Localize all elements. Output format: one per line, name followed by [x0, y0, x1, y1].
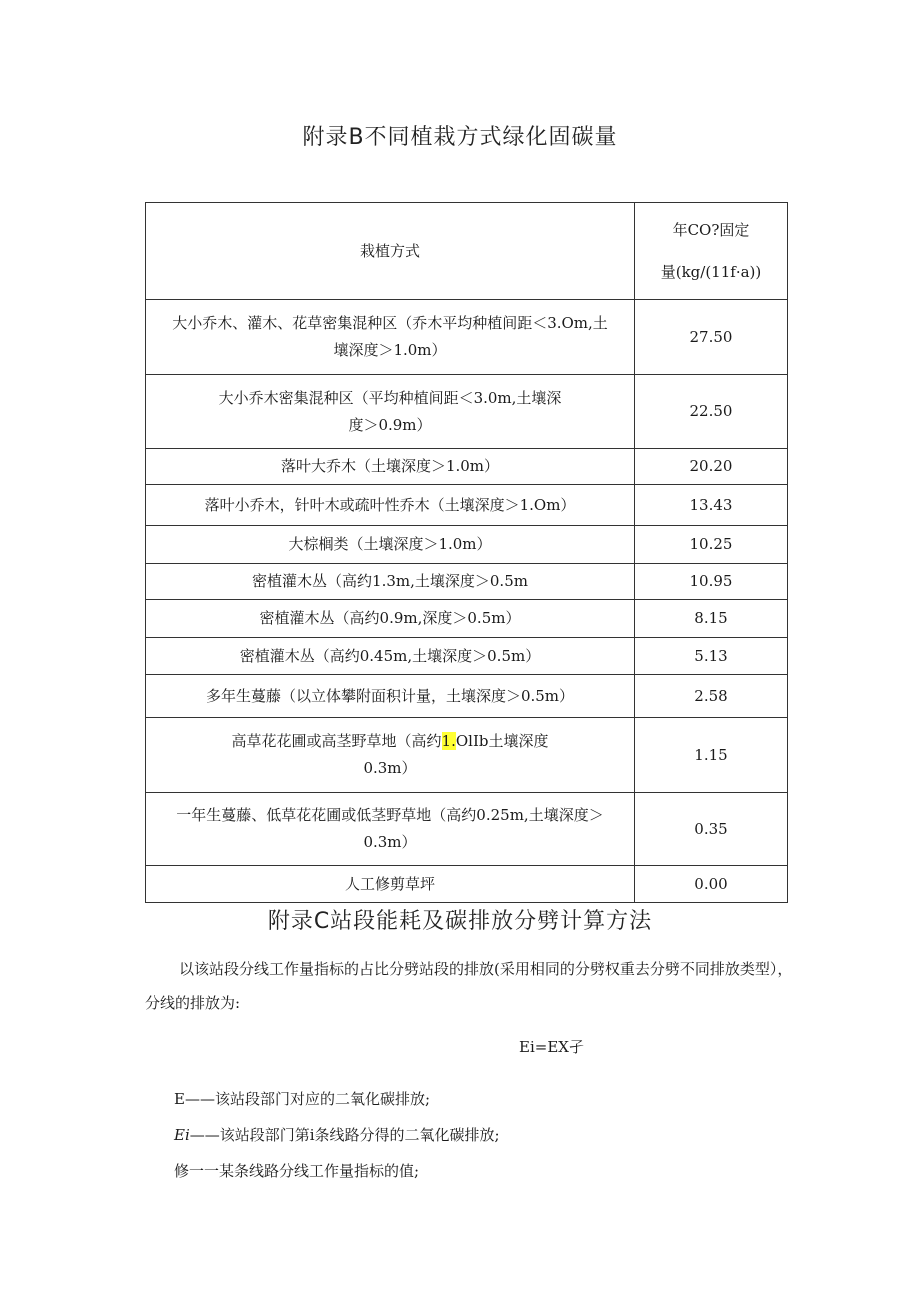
method-cell: 落叶大乔木（土壤深度＞1.0m）: [146, 449, 635, 485]
definition-symbol: 修: [174, 1162, 190, 1180]
value-cell: 1.15: [635, 718, 788, 793]
method-text: 大小乔木密集混种区（平均种植间距＜3.0m,土壤深: [218, 388, 562, 407]
method-text: 一年生蔓藤、低草花花圃或低茎野草地（高约0.25m,土壤深度＞: [176, 806, 604, 824]
table-row: [146, 564, 788, 600]
formula: Ei=EX孑: [519, 1038, 584, 1056]
method-text: [150, 728, 630, 755]
method-cell: 人工修剪草坪: [146, 866, 635, 903]
method-cell: [146, 793, 635, 866]
header-value-line1: 年CO?固定: [672, 221, 750, 239]
table-row: [146, 449, 788, 485]
value-cell: 2.58: [635, 675, 788, 718]
table-row: [146, 600, 788, 638]
value-cell: 10.25: [635, 526, 788, 564]
table-row: [146, 638, 788, 675]
value-cell: 20.20: [635, 449, 788, 485]
definition-ei: [174, 1124, 500, 1145]
table-row: [146, 375, 788, 449]
value-cell: 22.50: [635, 375, 788, 449]
table-row: [146, 718, 788, 793]
method-text-part: 高草花花圃或高茎野草地（高约: [231, 732, 442, 750]
definition-text: ——该站段部门对应的二氧化碳排放;: [184, 1090, 431, 1108]
method-cell: 密植灌木丛（高约0.9m,深度＞0.5m）: [146, 600, 635, 638]
method-text: 0.3m）: [363, 759, 417, 777]
definition-symbol: Ei: [174, 1126, 190, 1144]
carbon-fixation-table: [145, 202, 788, 903]
definition-text: 一一某条线路分线工作量指标的值;: [189, 1162, 420, 1180]
header-value-line2: 量(kg/(11f·a)): [660, 263, 762, 281]
table-header-row: [146, 203, 788, 300]
value-cell: 0.35: [635, 793, 788, 866]
table-row: [146, 793, 788, 866]
method-text-part: OlIb土壤深度: [455, 732, 549, 750]
value-cell: 0.00: [635, 866, 788, 903]
method-cell: 落叶小乔木，针叶木或疏叶性乔木（土壤深度＞1.Om）: [146, 485, 635, 526]
table-row: [146, 866, 788, 903]
method-text: 0.3m）: [363, 833, 417, 851]
definition-xi: [174, 1160, 419, 1181]
method-cell: [146, 718, 635, 793]
method-cell: 密植灌木丛（高约0.45m,土壤深度＞0.5m）: [146, 638, 635, 675]
method-text: 大小乔木、灌木、花草密集混种区（乔木平均种植间距＜3.Om,土: [172, 314, 608, 332]
value-cell: 10.95: [635, 564, 788, 600]
method-cell: 密植灌木丛（高约1.3m,土壤深度＞0.5m: [146, 564, 635, 600]
appendix-b-title: 附录B不同植栽方式绿化固碳量: [302, 125, 618, 150]
method-cell: [146, 300, 635, 375]
method-paragraph: 以该站段分线工作量指标的占比分劈站段的排放(采用相同的分劈权重去分劈不同排放类型），分线的排放为:: [145, 960, 793, 1012]
method-text: 度＞0.9m）: [348, 415, 432, 434]
definition-text: ——该站段部门第i条线路分得的二氧化碳排放;: [189, 1126, 500, 1144]
value-cell: 13.43: [635, 485, 788, 526]
table-row: [146, 675, 788, 718]
definition-e: [174, 1088, 430, 1109]
table-row: [146, 526, 788, 564]
table-row: [146, 300, 788, 375]
header-method: 栽植方式: [146, 203, 635, 300]
method-text: 壤深度＞1.0m）: [333, 341, 447, 359]
highlighted-text: 1.: [441, 732, 456, 750]
method-cell: [146, 375, 635, 449]
method-cell: 大棕榈类（土壤深度＞1.0m）: [146, 526, 635, 564]
method-cell: 多年生蔓藤（以立体攀附面积计量，土壤深度＞0.5m）: [146, 675, 635, 718]
header-value: [635, 203, 788, 300]
table-row: [146, 485, 788, 526]
appendix-c-title: 附录C站段能耗及碳排放分劈计算方法: [267, 909, 653, 934]
value-cell: 27.50: [635, 300, 788, 375]
value-cell: 8.15: [635, 600, 788, 638]
value-cell: 5.13: [635, 638, 788, 675]
definition-symbol: E: [174, 1090, 185, 1108]
